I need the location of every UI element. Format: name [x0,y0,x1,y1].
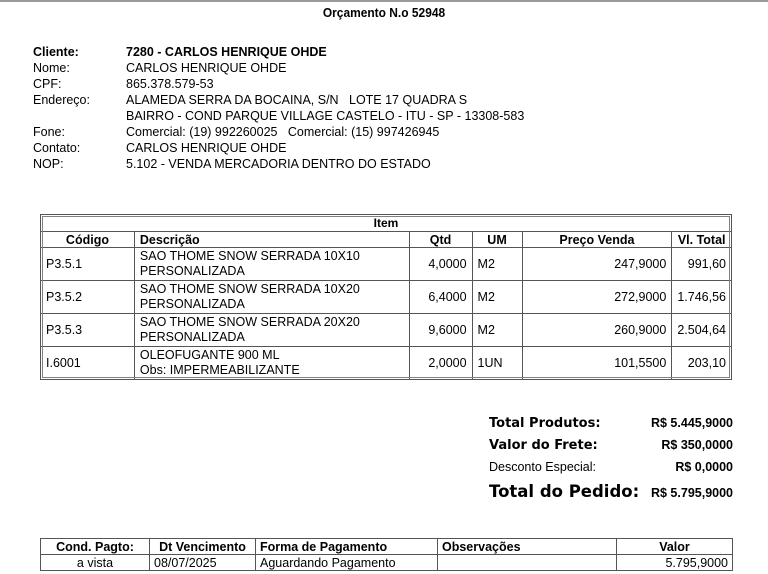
cell-descricao [134,347,409,380]
customer-name-row [33,60,524,76]
table-row [41,281,732,314]
customer-address-row-2 [33,108,524,124]
field-label [33,108,126,124]
cell-forma: Aguardando Pagamento [256,555,438,571]
cell-um: 1UN [472,347,522,380]
cell-descricao [134,314,409,347]
header-valor: Valor [617,539,733,555]
header-preco-venda: Preço Venda [522,232,672,248]
items-table-caption-row [41,215,732,232]
total-produtos-row [489,416,733,438]
total-produtos-label: Total Produtos: [489,416,601,431]
cell-codigo: P3.5.3 [41,314,135,347]
cell-total: 991,60 [672,248,732,281]
header-forma-pagamento: Forma de Pagamento [256,539,438,555]
cell-um: M2 [472,281,522,314]
items-table [40,214,732,380]
payment-header-row [41,539,733,555]
cell-preco: 101,5500 [522,347,672,380]
cell-codigo: I.6001 [41,347,135,380]
document-title: Orçamento N.o 52948 [322,5,446,20]
desc-line-1: SAO THOME SNOW SERRADA 10X20 [139,282,360,296]
field-label: Fone: [33,125,65,139]
cell-cond-pagto: a vista [41,555,150,571]
total-pedido-value: R$ 5.795,9000 [650,486,733,500]
cell-preco: 247,9000 [522,248,672,281]
payment-table [40,538,733,571]
cell-qtd: 2,0000 [409,347,472,380]
desc-line-1: SAO THOME SNOW SERRADA 10X10 [139,249,360,263]
desc-line-1: OLEOFUGANTE 900 ML [139,348,280,362]
items-table-caption: Item [41,215,732,232]
field-value: CARLOS HENRIQUE OHDE [126,141,287,155]
total-produtos-value: R$ 5.445,9000 [650,416,733,430]
items-table-header-row [41,232,732,248]
payment-row [41,555,733,571]
desc-line-1: SAO THOME SNOW SERRADA 20X20 [139,315,360,329]
field-value: 5.102 - VENDA MERCADORIA DENTRO DO ESTADO [126,157,431,171]
header-cond-pagto: Cond. Pagto: [41,539,150,555]
customer-address-row [33,92,524,108]
table-row [41,248,732,281]
desc-line-2: PERSONALIZADA [139,264,245,278]
header-qtd: Qtd [409,232,472,248]
field-value: ALAMEDA SERRA DA BOCAINA, S/N LOTE 17 QUADRA S [126,93,468,107]
cell-um: M2 [472,314,522,347]
cell-descricao [134,281,409,314]
desconto-row [489,460,733,482]
header-dt-vencimento: Dt Vencimento [150,539,256,555]
customer-contact-row [33,140,524,156]
field-label: CPF: [33,77,62,91]
cell-preco: 260,9000 [522,314,672,347]
total-pedido-label: Total do Pedido: [489,482,640,501]
valor-frete-label: Valor do Frete: [489,438,598,453]
table-row [41,347,732,380]
desc-line-2: PERSONALIZADA [139,330,245,344]
cell-total: 2.504,64 [672,314,732,347]
cell-codigo: P3.5.1 [41,248,135,281]
cell-total: 1.746,56 [672,281,732,314]
totals-section [489,416,733,508]
desc-line-2: PERSONALIZADA [139,297,245,311]
total-pedido-row [489,482,733,508]
customer-client-row [33,44,524,60]
cell-codigo: P3.5.2 [41,281,135,314]
cell-qtd: 9,6000 [409,314,472,347]
header-codigo: Código [41,232,135,248]
field-label: Contato: [33,141,81,155]
field-value: CARLOS HENRIQUE OHDE [126,61,287,75]
header-um: UM [472,232,522,248]
customer-cpf-row [33,76,524,92]
cell-observacoes [438,555,617,571]
field-value: Comercial: (19) 992260025 Comercial: (15) 997426945 [126,125,440,139]
header-descricao: Descrição [134,232,409,248]
cell-qtd: 6,4000 [409,281,472,314]
valor-frete-row [489,438,733,460]
header-vl-total: Vl. Total [672,232,732,248]
customer-phone-row [33,124,524,140]
cell-qtd: 4,0000 [409,248,472,281]
field-label: Endereço: [33,93,90,107]
desconto-value: R$ 0,0000 [675,460,733,474]
cell-descricao [134,248,409,281]
field-value: 865.378.579-53 [126,77,214,91]
cell-preco: 272,9000 [522,281,672,314]
header-observacoes: Observações [438,539,617,555]
cell-vencimento: 08/07/2025 [150,555,256,571]
cell-valor: 5.795,9000 [617,555,733,571]
desc-line-2: Obs: IMPERMEABILIZANTE [139,363,300,377]
customer-nop-row [33,156,524,172]
field-label: Nome: [33,61,70,75]
cell-um: M2 [472,248,522,281]
field-value: BAIRRO - COND PARQUE VILLAGE CASTELO - ITU - SP - 13308-583 [126,109,525,123]
field-label: Cliente: [33,45,79,59]
field-label: NOP: [33,157,64,171]
field-value: 7280 - CARLOS HENRIQUE OHDE [126,45,327,59]
desconto-label: Desconto Especial: [489,460,597,474]
table-row [41,314,732,347]
valor-frete-value: R$ 350,0000 [661,438,733,452]
cell-total: 203,10 [672,347,732,380]
customer-info [33,44,524,172]
